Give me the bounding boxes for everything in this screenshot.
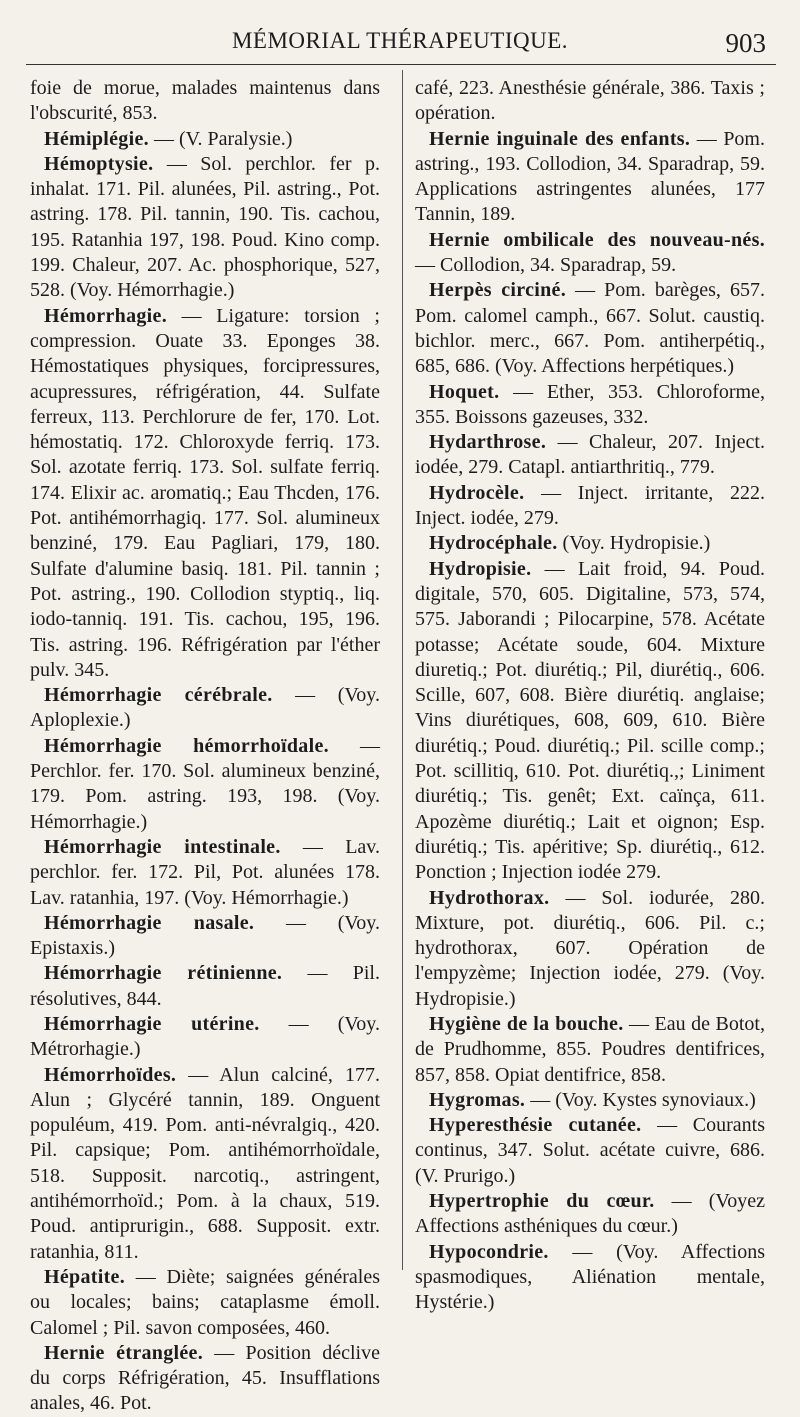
index-entry bbox=[415, 481, 765, 532]
entry-text: — Sol. iodurée, 280. Mixture, pot. diurétiq., 606. Pil. c.; hydrothorax, 607. Opération de l'empyzème; Injection iodée, 279. (Voy. Hydropisie.) bbox=[415, 886, 765, 1010]
entry-headword: Hydrothorax. bbox=[429, 886, 550, 909]
header-rule bbox=[26, 64, 776, 65]
entry-text: — Chaleur, 207. Inject. iodée, 279. Catapl. antiarthritiq., 779. bbox=[415, 431, 765, 479]
entry-text: — Pom. barèges, 657. Pom. calomel camph., 667. Solut. caustiq. bichlor. merc., 667. Pom. antiherpétiq., 685, 686. (Voy. Affections herpétiques.) bbox=[415, 279, 765, 378]
entry-headword: Hoquet. bbox=[429, 380, 500, 403]
entry-text: — (Voy. Métrorhagie.) bbox=[30, 1012, 380, 1061]
running-title: MÉMORIAL THÉRAPEUTIQUE. bbox=[231, 28, 569, 53]
entry-headword: Hypertrophie du cœur. bbox=[429, 1190, 655, 1213]
index-entry bbox=[30, 1063, 380, 1265]
entry-text: — Eau de Botot, de Prudhomme, 855. Poudres dentifrices, 857, 858. Opiat dentifrice, 858. bbox=[415, 1012, 765, 1086]
entry-text: foie de morue, malades maintenus dans l'obscurité, 853. bbox=[30, 77, 380, 125]
entry-headword: Hyperesthésie cutanée. bbox=[429, 1114, 642, 1137]
entry-text: — Pom. astring., 193. Collodion, 34. Sparadrap, 59. Applications astringentes alunées, 177 Tannin, 189. bbox=[415, 127, 765, 226]
index-entry bbox=[30, 304, 380, 683]
entry-headword: Hémorrhagie rétinienne. bbox=[44, 962, 283, 985]
entry-headword: Hémiplégie. bbox=[44, 127, 149, 150]
index-entry bbox=[30, 1341, 380, 1417]
index-entry bbox=[30, 961, 380, 1012]
right-column bbox=[415, 76, 765, 1316]
entry-text: café, 223. Anesthésie générale, 386. Taxis ; opération. bbox=[415, 77, 765, 125]
entry-text: — Inject. irritante, 222. Inject. iodée, 279. bbox=[415, 481, 765, 530]
entry-headword: Hygiène de la bouche. bbox=[429, 1012, 624, 1035]
index-entry bbox=[415, 1240, 765, 1316]
entry-headword: Hémoptysie. bbox=[44, 152, 154, 175]
column-divider bbox=[402, 70, 403, 1270]
entry-headword: Hépatite. bbox=[44, 1265, 126, 1288]
entry-headword: Hernie inguinale des enfants. bbox=[429, 127, 691, 150]
entry-headword: Hypocondrie. bbox=[429, 1240, 549, 1263]
page-number: 903 bbox=[725, 28, 766, 58]
entry-headword: Hémorrhagie. bbox=[44, 304, 168, 327]
entry-text: — Sol. perchlor. fer p. inhalat. 171. Pil. alunées, Pil. astring., Pot. astring. 178. Pil. tannin, 190. Tis. cachou, 195. Ratanhia 197, 198. Poud. Kino comp. 199. Chaleur, 207. Ac. phosphorique, 527, 528. (Voy. Hémorrhagie.) bbox=[30, 152, 380, 302]
entry-headword: Hygromas. bbox=[429, 1088, 526, 1111]
left-column bbox=[30, 76, 380, 1417]
entry-headword: Hernie étranglée. bbox=[44, 1341, 204, 1364]
entry-headword: Hydrocèle. bbox=[429, 481, 525, 504]
index-entry bbox=[415, 278, 765, 379]
entry-headword: Hémorrhagie utérine. bbox=[44, 1012, 260, 1035]
index-entry bbox=[415, 1113, 765, 1189]
index-entry bbox=[415, 1012, 765, 1088]
entry-text: — (Voy. Epistaxis.) bbox=[30, 911, 380, 960]
entry-headword: Hydrocéphale. bbox=[429, 532, 558, 555]
index-entry bbox=[30, 734, 380, 835]
index-entry bbox=[30, 1012, 380, 1063]
entry-text: — (V. Paralysie.) bbox=[148, 127, 293, 150]
index-entry bbox=[415, 531, 765, 556]
entry-headword: Hémorrhagie cérébrale. bbox=[44, 684, 273, 707]
entry-headword: Hémorrhagie hémorrhoïdale. bbox=[44, 734, 329, 757]
entry-text: — Perchlor. fer. 170. Sol. alumineux benziné, 179. Pom. astring. 193, 198. (Voy. Hémorrhagie.) bbox=[30, 734, 381, 833]
entry-text: — Lav. perchlor. fer. 172. Pil, Pot. alunées 178. Lav. ratanhia, 197. (Voy. Hémorrhagie.) bbox=[30, 835, 380, 909]
index-entry bbox=[30, 911, 380, 962]
entry-headword: Herpès circiné. bbox=[429, 279, 567, 302]
index-entry bbox=[415, 380, 765, 431]
index-entry bbox=[415, 430, 765, 481]
entry-headword: Hernie ombilicale des nouveau-nés. bbox=[429, 228, 765, 251]
index-entry bbox=[415, 127, 765, 228]
index-entry bbox=[30, 152, 380, 304]
index-entry bbox=[415, 1088, 765, 1113]
entry-text: — Ether, 353. Chloroforme, 355. Boissons gazeuses, 332. bbox=[415, 380, 765, 428]
index-entry bbox=[30, 76, 380, 127]
entry-headword: Hémorrhagie nasale. bbox=[44, 911, 255, 934]
entry-headword: Hydropisie. bbox=[429, 557, 532, 580]
index-entry bbox=[30, 1265, 380, 1341]
index-entry bbox=[415, 76, 765, 127]
entry-text: — (Voyez Affections asthéniques du cœur.) bbox=[415, 1190, 765, 1238]
entry-text: — (Voy. Affections spasmodiques, Aliénation mentale, Hystérie.) bbox=[415, 1240, 765, 1314]
entry-text: — Lait froid, 94. Poud. digitale, 570, 605. Digitaline, 573, 574, 575. Jaborandi ; Pilocarpine, 578. Acétate potasse; Acétate soude, 604. Mixture diuretiq.; Pot. diurétiq.; Pil, diurétiq., 606. Scille, 607, 608. Bière diurétiq. anglaise; Vins diurétiques, 608, 609, 610. Bière diurétiq.; Poud. diurétiq.; Pil. scille comp.; Pot. scillitiq, 610. Pot. diurétiq.,; Liniment diurétiq.; Tis. genêt; Ext. caïnça, 611. Apozème diurétiq.; Lait et oignon; Esp. diurétiq.; Tis. apéritive; Sp. diurétiq., 612. Ponction ; Injection iodée 279. bbox=[415, 557, 765, 884]
index-entry bbox=[415, 228, 765, 279]
index-entry bbox=[30, 835, 380, 911]
index-entry bbox=[415, 557, 765, 886]
index-entry bbox=[415, 886, 765, 1012]
entry-text: — Alun calciné, 177. Alun ; Glycéré tannin, 189. Onguent populéum, 419. Pom. anti-névralgiq., 420. Pil. capsique; Pom. antihémorrhoïdale, 518. Supposit. narcotiq., astringent, antihémorrhoïd.; Pom. à la chaux, 519. Poud. antiprurigin., 688. Supposit. extr. ratanhia, 811. bbox=[30, 1063, 380, 1263]
index-entry bbox=[415, 1189, 765, 1240]
entry-headword: Hémorrhoïdes. bbox=[44, 1063, 177, 1086]
index-entry bbox=[30, 683, 380, 734]
entry-text: — (Voy. Aploplexie.) bbox=[30, 684, 380, 732]
entry-text: — Position déclive du corps Réfrigération, 45. Insufflations anales, 46. Pot. bbox=[30, 1341, 380, 1415]
page-header bbox=[0, 28, 800, 68]
entry-text: — (Voy. Kystes synoviaux.) bbox=[525, 1088, 756, 1111]
entry-text: (Voy. Hydropisie.) bbox=[557, 532, 711, 555]
entry-text: — Collodion, 34. Sparadrap, 59. bbox=[415, 254, 677, 277]
entry-text: — Ligature: torsion ; compression. Ouate 33. Eponges 38. Hémostatiques physiques, forcipressures, acupressures, réfrigération, 44. Sulfate ferreux, 113. Perchlorure de fer, 170. Lot. hémostatiq. 172. Chloroxyde ferriq. 173. Sol. azotate ferriq. 173. Sol. sulfate ferriq. 174. Elixir ac. aromatiq.; Eau Thcden, 176. Pot. antihémorrhagiq. 177. Sol. alumineux benziné, 179. Eau Pagliari, 179, 180. Sulfate d'alumine basiq. 181. Pil. tannin ; Pot. astring., 190. Collodion styptiq., liq. iodo-tanniq. 191. Tis. cachou, 195, 196. Tis. astring. 196. Réfrigération par l'éther pulv. 345. bbox=[30, 304, 380, 681]
entry-headword: Hémorrhagie intestinale. bbox=[44, 835, 281, 858]
entry-text: — Pil. résolutives, 844. bbox=[30, 962, 380, 1010]
index-entry bbox=[30, 127, 380, 152]
entry-text: — Courants continus, 347. Solut. acétate cuivre, 686. (V. Prurigo.) bbox=[415, 1114, 766, 1187]
entry-text: — Diète; saignées générales ou locales; bains; cataplasme émoll. Calomel ; Pil. savon composées, 460. bbox=[30, 1265, 380, 1339]
entry-headword: Hydarthrose. bbox=[429, 431, 547, 454]
